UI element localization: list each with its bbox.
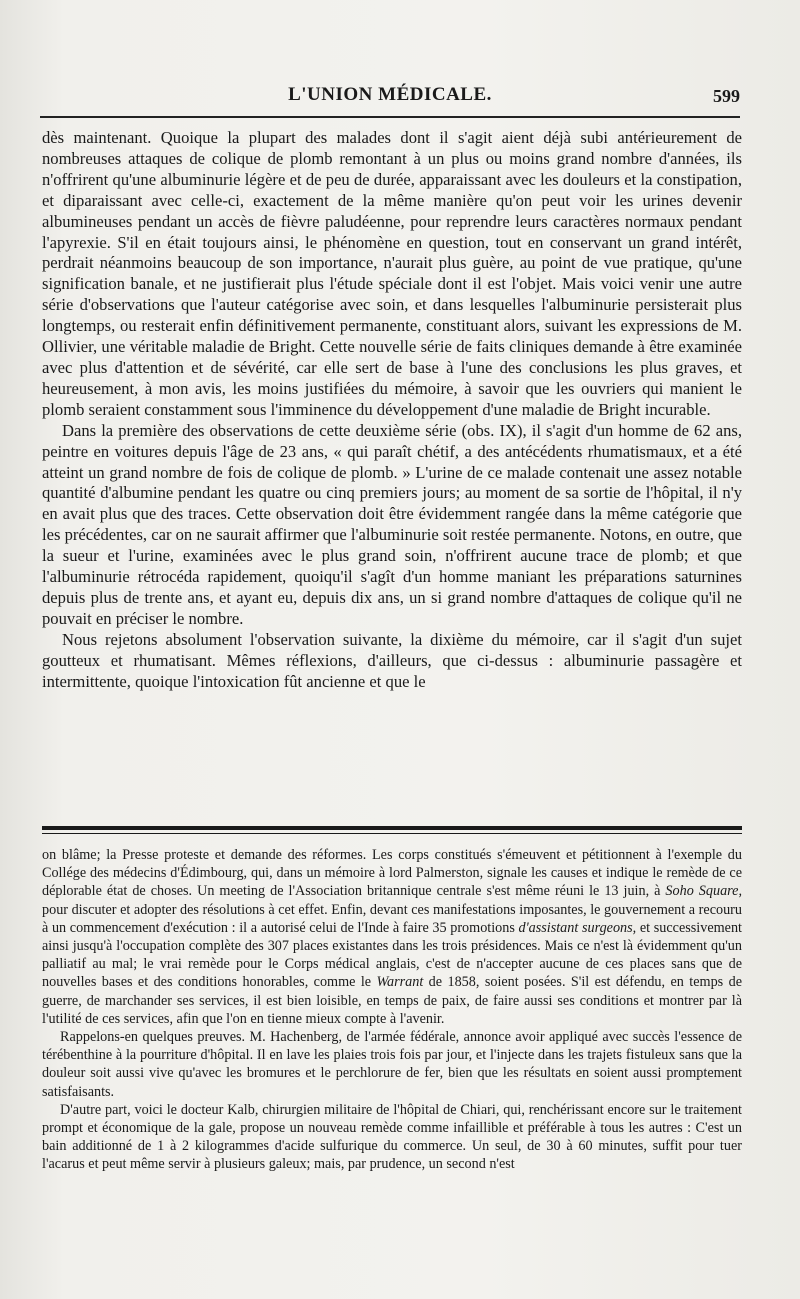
footnote-italic-warrant: Warrant xyxy=(376,974,424,991)
footnote-italic-soho: Soho Square, xyxy=(665,883,743,900)
body-paragraph-2: Dans la première des observations de cette deuxième série (obs. IX), il s'agit d'un homme de 62 ans, peintre en voitures depuis l'âge de 23 ans, « qui paraît chétif, a des antécédents rhumatismaux, et a été atteint un grand nombre de fois de colique de plomb. » L'urine de ce malade contenait une assez notable quantité d'albumine pendant les quatre ou cinq premiers jours; au moment de sa sortie de l'hôpital, il n'y en avait plus que des traces. Cette observation doit être évidemment rangée dans la même catégorie que les précédentes, car on ne saurait affirmer que l'albuminurie soit restée permanente. Notons, en outre, que la sueur et l'urine, examinées avec le plus grand soin, n'offrirent aucune trace de plomb; et que l'albuminurie rétrocéda rapidement, quoiqu'il s'agît d'un homme maniant les préparations saturnines depuis plus de trente ans, et ayant eu, depuis dix ans, un si grand nombre d'attaques de colique qu'il ne pouvait en préciser le nombre. xyxy=(42,420,742,628)
footnote-text-run: et successivement ainsi jusqu'à l'occupation complète des 307 places existantes dans les trois présidences. Mais ce n'est là évidemment qu'un palliatif au mal; le vrai remède pour le Corps médical anglais, c'est de n'accepter aucune de ces places sans que de nouvelles bases et des conditions honorables, comme le xyxy=(42,919,742,991)
running-title: L'UNION MÉDICALE. xyxy=(288,84,492,105)
footnote-paragraph-2: Rappelons-en quelques preuves. M. Hachenberg, de l'armée fédérale, annonce avoir appliqué avec succès l'essence de térébenthine à la pourriture d'hôpital. Il en lave les plaies trois fois par jour, et l'injecte dans les trajets fistuleux sans que la douleur soit aussi vive qu'avec les bromures et le perchlorure de fer, bien que les résultats en soient aussi promptement satisfaisants. xyxy=(42,1029,742,1100)
footnote-text-run: de 1858, soient posées. S'il est défendu, en temps de guerre, de marchander ses services, il est bien loisible, en temps de paix, de faire aussi ses conditions et montrer par là l'utilité de ces services, afin que l'on en tienne mieux compte à l'avenir. xyxy=(42,974,742,1027)
header-rule xyxy=(40,116,740,118)
divider-thick-rule xyxy=(42,826,742,830)
footnote-paragraph-3: D'autre part, voici le docteur Kalb, chirurgien militaire de l'hôpital de Chiari, qui, renchérissant encore sur le traitement prompt et économique de la gale, propose un nouveau remède comme infaillible et préférable à tous les autres : C'est un bain additionné de 1 à 2 kilogrammes d'acide sulfurique du commerce. Un seul, de 30 à 60 minutes, suffit pour tuer l'acarus et peut même servir à plusieurs galeux; mais, par prudence, un second n'est xyxy=(42,1101,742,1173)
main-body-text xyxy=(42,128,742,692)
footnote-text xyxy=(42,846,742,1174)
page-number: 599 xyxy=(713,86,740,106)
page-header xyxy=(40,74,740,114)
footnote-divider xyxy=(42,826,742,834)
body-paragraph-1: dès maintenant. Quoique la plupart des malades dont il s'agit aient déjà subi antérieurement de nombreuses attaques de colique de plomb remontant à un plus ou moins grand nombre d'années, ils n'offrirent qu'une albuminurie légère et de peu de durée, apparaissant avec les douleurs et la constipation, et diparaissant avec celle-ci, exactement de la même manière qu'on peut voir les urines devenir albumineuses pendant un accès de fièvre paludéenne, pour reprendre leurs caractères normaux pendant l'apyrexie. S'il en était toujours ainsi, le phénomène en question, tout en conservant un grand intérêt, perdrait néanmoins beaucoup de son importance, n'aurait plus guère, au point de vue pratique, qu'une signification banale, et ne justifierait plus l'étude spéciale dont il est l'objet. Mais voici venir une autre série d'observations que l'auteur catégorise avec soin, et dans lesquelles l'albuminurie persisterait plus longtemps, ou resterait enfin définitivement permanente, constituant alors, suivant les expressions de M. Ollivier, une véritable maladie de Bright. Cette nouvelle série de faits cliniques demande à être examinée avec plus d'attention et de sévérité, car elle sert de base à l'une des conclusions les plus graves, et heureusement, à mon avis, les moins justifiées du mémoire, à savoir que les ouvriers qui manient le plomb seraient constamment sous l'imminence du développement d'une maladie de Bright incurable. xyxy=(42,128,742,419)
body-paragraph-3: Nous rejetons absolument l'observation suivante, la dixième du mémoire, car il s'agit d'un sujet goutteux et rhumatisant. Mêmes réflexions, d'ailleurs, que ci-dessus : albuminurie passagère et intermittente, quoique l'intoxication fût ancienne et que le xyxy=(42,629,742,691)
footnote-paragraph-1 xyxy=(42,846,742,1028)
footnote-text-run: pour discuter et adopter des résolutions à cet effet. Enfin, devant ces manifestations imposantes, le gouvernement a recouru à un commencement d'exécution : il a autorisé celui de l'Inde à faire 35 promotions xyxy=(42,901,742,936)
footnote-italic-assistant: d'assistant surgeons, xyxy=(518,919,637,936)
divider-thin-rule xyxy=(42,833,742,834)
footnote-text-run: on blâme; la Presse proteste et demande des réformes. Les corps constitués s'émeuvent et pétitionnent à l'exemple du Collége des médecins d'Édimbourg, qui, dans un mémoire à lord Palmerston, signale les causes et indique le remède de ce déplorable état de choses. Un meeting de l'Association britannique centrale s'est même réuni le 13 juin, à xyxy=(42,847,742,900)
